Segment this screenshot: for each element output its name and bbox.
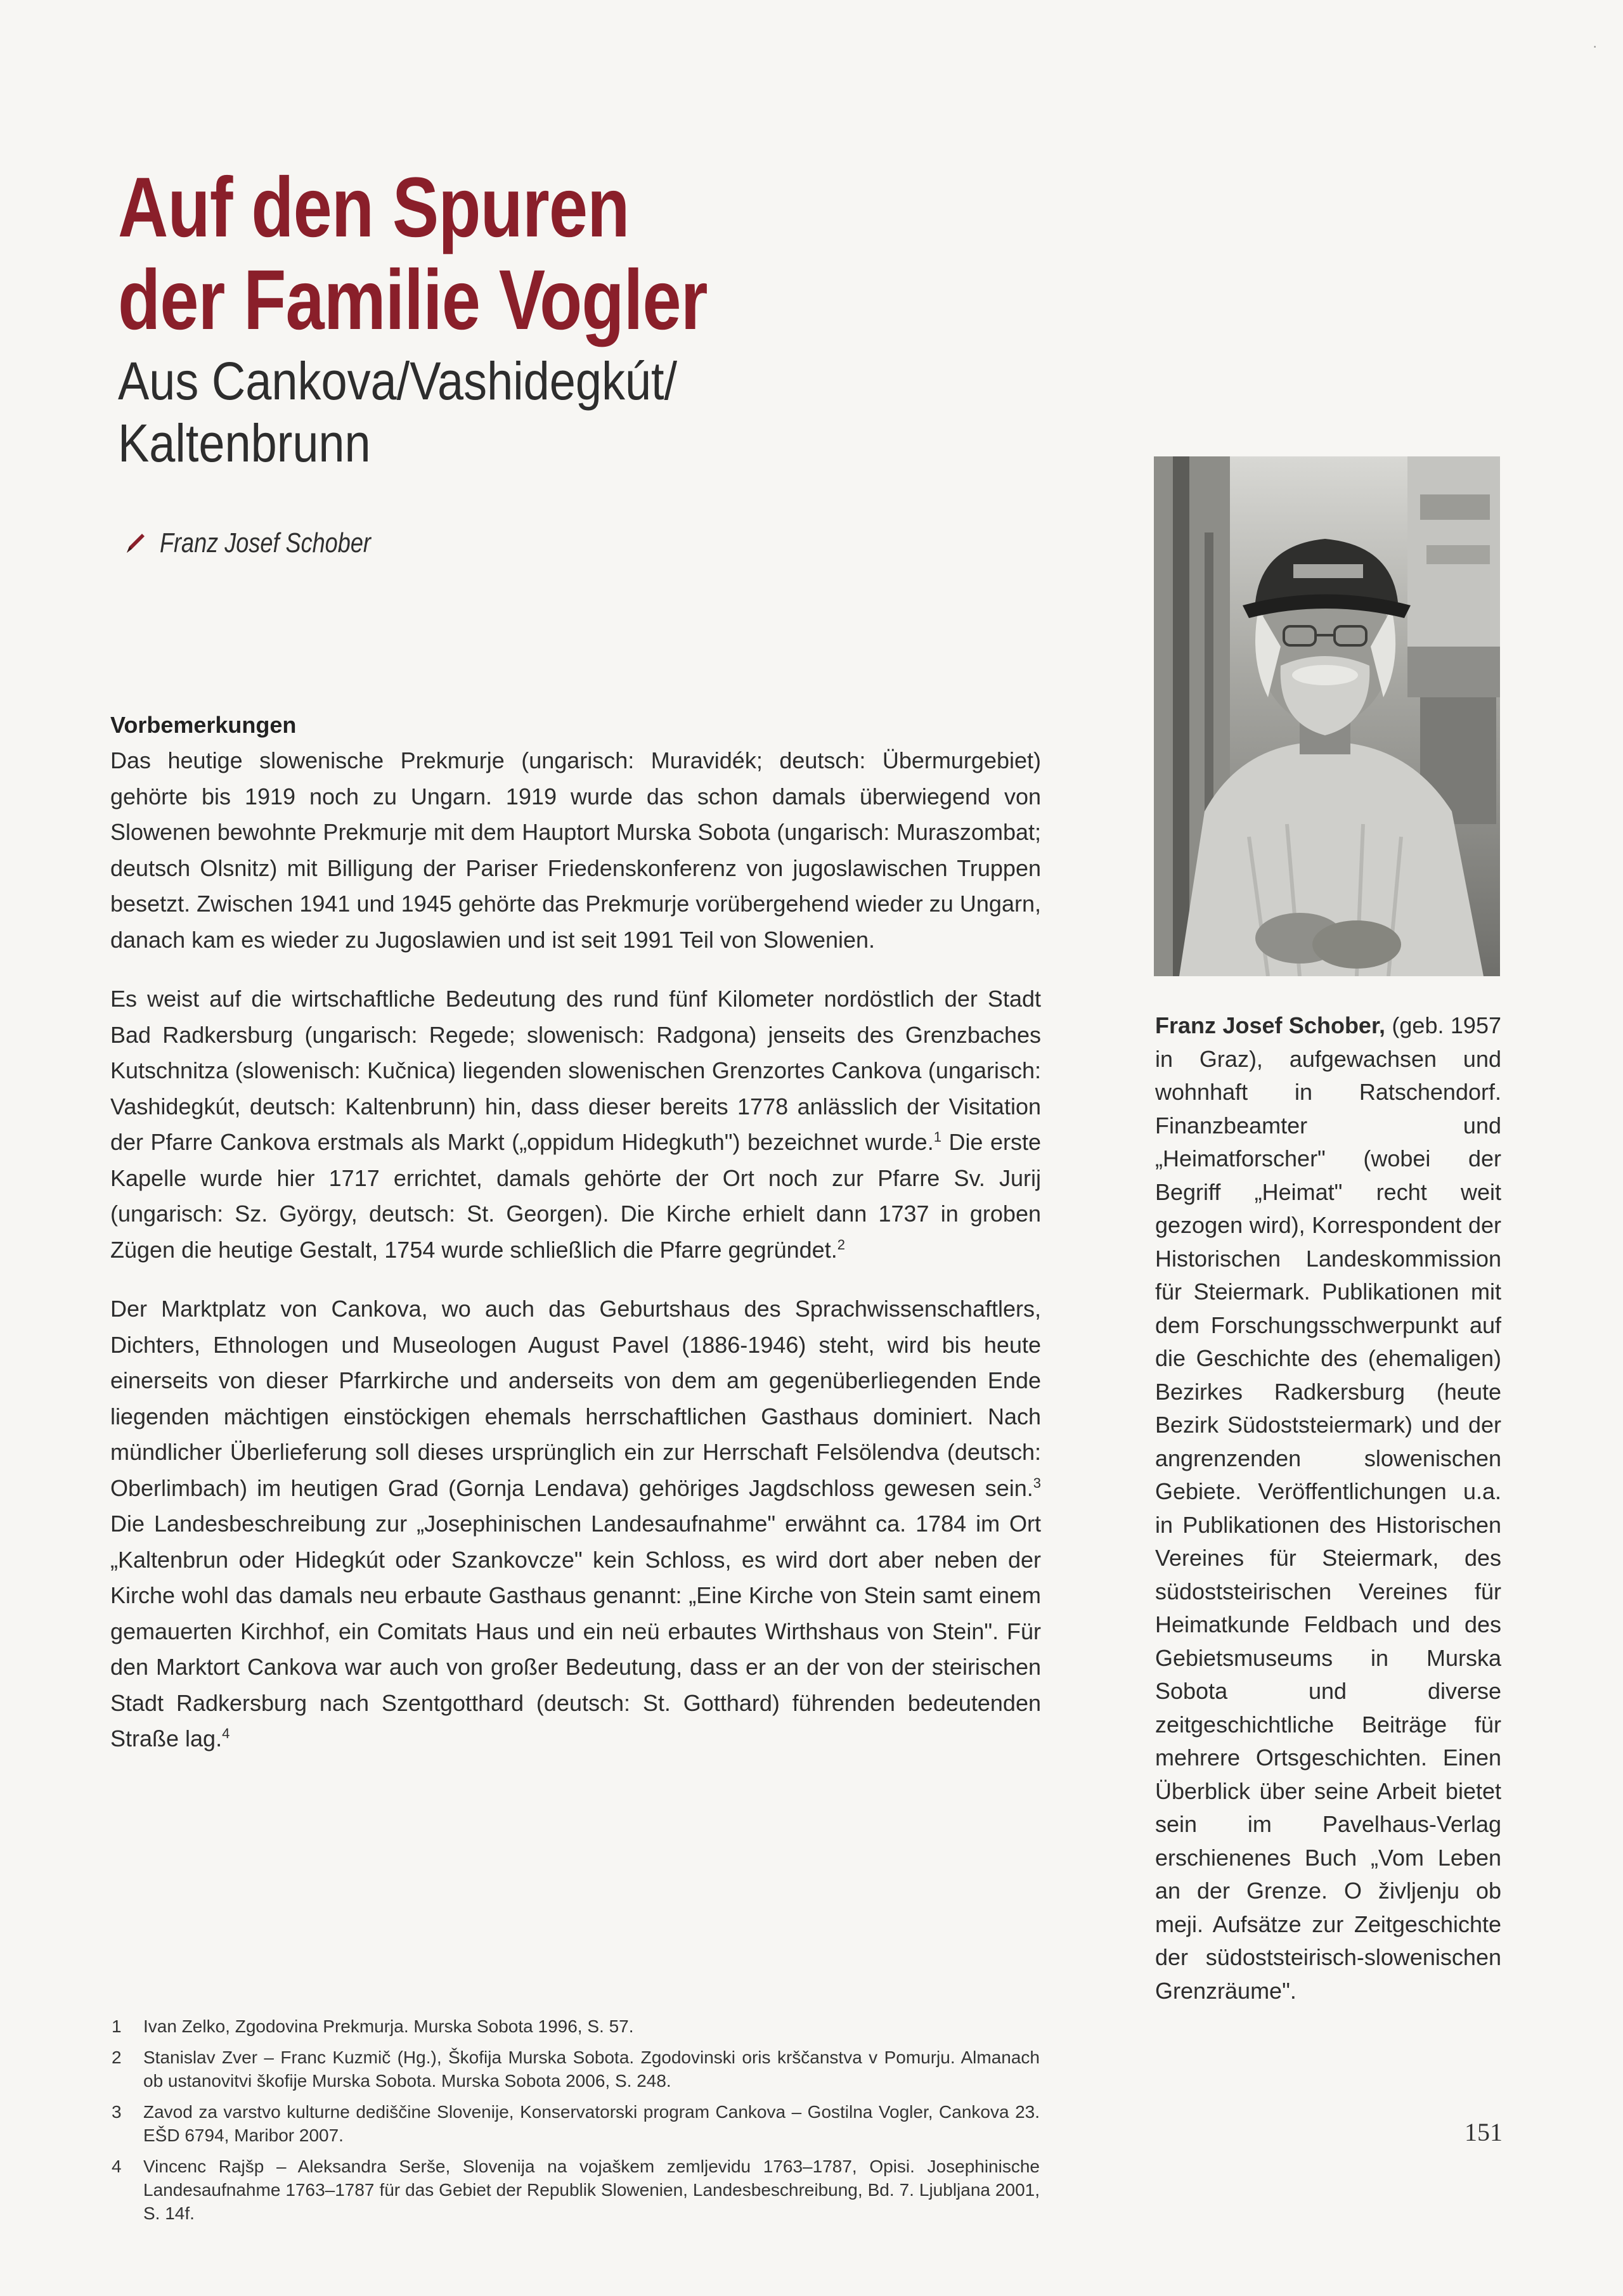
footnote-number: 3 — [112, 2102, 122, 2122]
footnote-text: Vincenc Rajšp – Aleksandra Serše, Slovenija na vojaškem zemljevidu 1763–1787, Opisi. Josephinische Landesaufnahme 1763–1787 für das Gebiet der Republik Slowenien, Landesbeschreibung, Bd. 7. Ljubljana 2001, S. 14f. — [143, 2157, 1040, 2223]
footnote-text: Stanislav Zver – Franc Kuzmič (Hg.), Škofija Murska Sobota. Zgodovinski oris krščanstva v Pomurju. Almanach ob ustanovitvi škofije Murska Sobota. Murska Sobota 2006, S. 248. — [143, 2048, 1040, 2091]
corner-mark: · — [1593, 38, 1598, 54]
footnote — [112, 2155, 1040, 2225]
bio-name: Franz Josef Schober, — [1155, 1012, 1385, 1038]
subtitle-line-2: Kaltenbrunn — [118, 413, 371, 473]
footnotes — [112, 2015, 1040, 2233]
paragraph-3-part-b: Die Landesbeschreibung zur „Josephinischen Landesaufnahme" erwähnt ca. 1784 im Ort „Kaltenbrun oder Hidegkút oder Szankovcze" kein Schloss, es wird dort aber neben der Kirche wohl das damals neu erbaute Gasthaus genannt: „Eine Kirche von Stein samt einem gemauerten Kirchhof, ein Comitats Haus und ein neü erbautes Wirthshaus von Stein". Für den Marktort Cankova war auch von großer Bedeutung, dass er an der von der steirischen Stadt Radkersburg nach Szentgotthard (deutsch: St. Gotthard) führenden bedeutenden Straße lag. — [110, 1511, 1041, 1751]
author-name: Franz Josef Schober — [160, 527, 371, 558]
footnote — [112, 2046, 1040, 2093]
paragraph-2 — [110, 981, 1041, 1268]
author-bio — [1155, 1009, 1501, 2008]
paragraph-2-part-a: Es weist auf die wirtschaftliche Bedeutung des rund fünf Kilometer nordöstlich der Stadt Bad Radkersburg (ungarisch: Regede; slowenisch: Radgona) jenseits des Grenzbaches Kutschnitza (slowenisch: Kučnica) liegenden slowenischen Grenzortes Cankova (ungarisch: Vashidegkút, deutsch: Kaltenbrunn) hin, dass dieser bereits 1778 anlässlich der Visitation der Pfarre Cankova erstmals als Markt („oppidum Hidegkuth") bezeichnet wurde. — [110, 986, 1041, 1155]
main-column — [110, 707, 1041, 1781]
paragraph-2-part-b: Die erste Kapelle wurde hier 1717 errichtet, damals gehörte der Ort noch zur Pfarre Sv. Jurij (ungarisch: Sz. György, deutsch: St. Georgen). Die Kirche erhielt dann 1737 in groben Zügen die heutige Gestalt, 1754 wurde schließlich die Pfarre gegründet. — [110, 1129, 1041, 1263]
pencil-icon — [124, 532, 146, 554]
paragraph-1: Das heutige slowenische Prekmurje (ungarisch: Muravidék; deutsch: Übermurgebiet) gehörte bis 1919 noch zu Ungarn. 1919 wurde das schon damals überwiegend von Slowenen bewohnte Prekmurje mit dem Hauptort Murska Sobota (ungarisch: Muraszombat; deutsch Olsnitz) mit Billigung der Pariser Friedenskonferenz von jugoslawischen Truppen besetzt. Zwischen 1941 und 1945 gehörte das Prekmurje vorübergehend wieder zu Ungarn, danach kam es wieder zu Jugoslawien und ist seit 1991 Teil von Slowenien. — [110, 747, 1041, 953]
title-line-2: der Familie Vogler — [118, 253, 708, 347]
author-portrait-image — [1154, 456, 1500, 976]
article-title — [118, 162, 794, 347]
paragraph-3-part-a: Der Marktplatz von Cankova, wo auch das Geburtshaus des Sprachwissenschaftlers, Dichters, Ethnologen und Museologen August Pavel (1886-1946) steht, wird bis heute einerseits von dieser Pfarrkirche und anderseits von dem am gegenüberliegenden Ende liegenden mächtigen einstöckigen ehemals herrschaftlichen Gasthaus dominiert. Nach mündlicher Überlieferung soll dieses ursprünglich ein zur Herrschaft Felsölendva (deutsch: Oberlimbach) im heutigen Grad (Gornja Lendava) gehöriges Jagdschloss gewesen sein. — [110, 1296, 1041, 1501]
footnote-text: Zavod za varstvo kulturne dediščine Slovenije, Konservatorski program Cankova – Gostilna Vogler, Cankova 23. EŠD 6794, Maribor 2007. — [143, 2102, 1040, 2145]
title-line-1: Auf den Spuren — [118, 160, 630, 255]
footnote-number: 2 — [112, 2048, 122, 2067]
page-number: 151 — [1465, 2118, 1503, 2146]
footnote-ref-3: 3 — [1033, 1474, 1041, 1491]
footnote-number: 4 — [112, 2157, 122, 2176]
author-byline — [124, 527, 417, 559]
article-subtitle — [118, 350, 843, 474]
footnote — [112, 2100, 1040, 2147]
paragraph-3 — [110, 1291, 1041, 1757]
bio-text: (geb. 1957 in Graz), aufgewachsen und wohnhaft in Ratschendorf. Finanzbeamter und „Heimatforscher" (wobei der Begriff „Heimat" recht weit gezogen wird), Korrespondent der Historischen Landeskommission für Steiermark. Publikationen mit dem Forschungsschwerpunkt auf die Geschichte des (ehemaligen) Bezirkes Radkersburg (heute Bezirk Südoststeiermark) und der angrenzenden slowenischen Gebiete. Veröffentlichungen u.a. in Publikationen des Historischen Vereines für Steiermark, des südoststeirischen Vereines für Heimatkunde Feldbach und des Gebietsmuseums in Murska Sobota und diverse zeitgeschichtliche Beiträge für mehrere Ortsgeschichten. Einen Überblick über seine Arbeit bietet sein im Pavelhaus-Verlag erschienenes Buch „Vom Leben an der Grenze. O življenju ob meji. Aufsätze zur Zeitgeschichte der südoststeirisch-slowenischen Grenzräume". — [1155, 1012, 1501, 2004]
footnote-ref-2: 2 — [837, 1236, 845, 1253]
footnote — [112, 2015, 1040, 2038]
footnote-ref-4: 4 — [222, 1725, 230, 1741]
footnote-number: 1 — [112, 2016, 122, 2036]
author-photo — [1154, 456, 1500, 976]
footnote-ref-1: 1 — [933, 1129, 941, 1145]
footnote-text: Ivan Zelko, Zgodovina Prekmurja. Murska Sobota 1996, S. 57. — [143, 2016, 634, 2036]
subtitle-line-1: Aus Cankova/Vashidegkút/ — [118, 351, 678, 411]
section-heading: Vorbemerkungen — [110, 712, 297, 738]
